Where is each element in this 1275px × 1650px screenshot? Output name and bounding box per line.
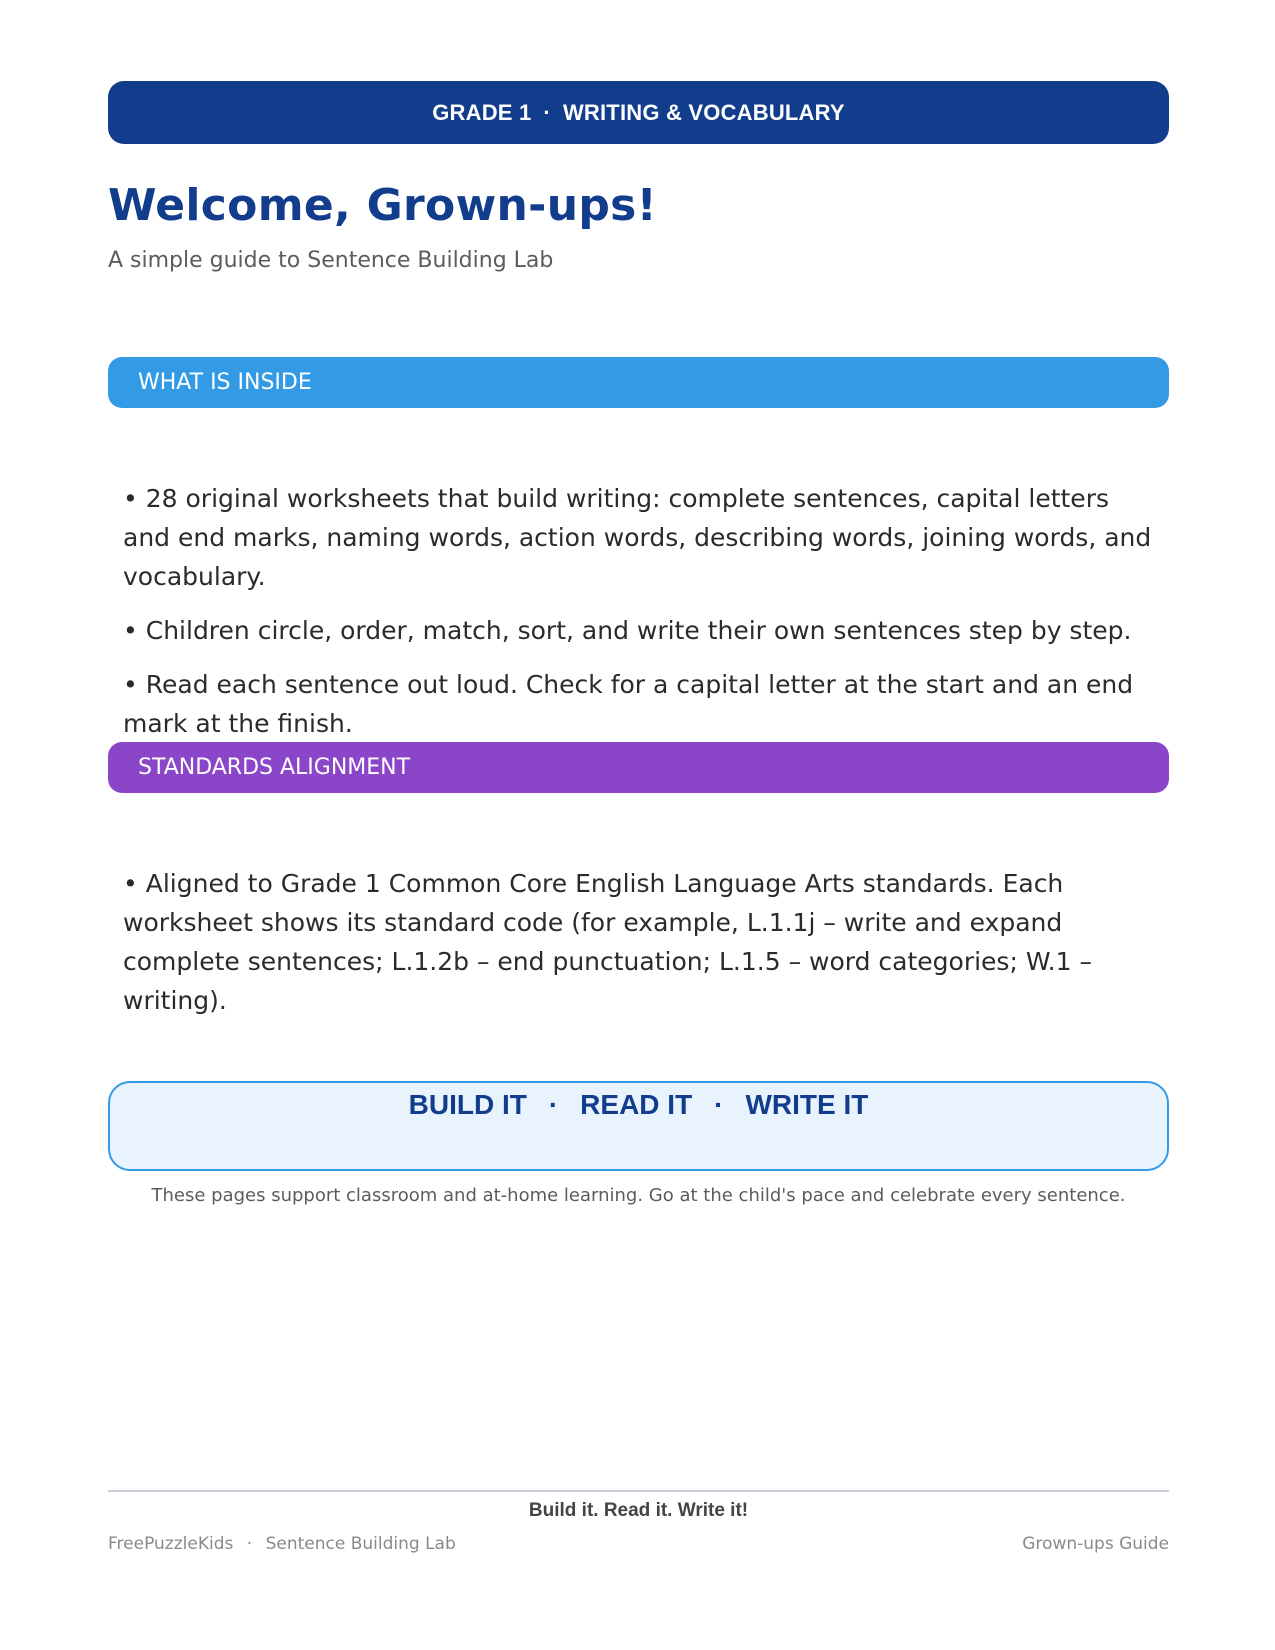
- list-item-text: 28 original worksheets that build writing: complete sentences, capital letters and end marks, naming words, action words, describing words, joining words, and vocabulary.: [123, 484, 1152, 591]
- section-heading-label: STANDARDS ALIGNMENT: [138, 755, 411, 780]
- footer-product-name: Sentence Building Lab: [265, 1534, 456, 1554]
- section-heading-label: WHAT IS INSIDE: [138, 370, 312, 395]
- grade-label: GRADE 1: [432, 99, 532, 125]
- list-item: [123, 611, 1163, 650]
- motto-read-it: READ IT: [580, 1089, 693, 1120]
- grade-banner: [108, 81, 1169, 144]
- motto-write-it: WRITE IT: [745, 1089, 869, 1120]
- footer-brand-name: FreePuzzleKids: [108, 1534, 234, 1554]
- list-item: [123, 665, 1163, 743]
- page-title: Welcome, Grown-ups!: [108, 180, 657, 231]
- list-item-text: Aligned to Grade 1 Common Core English Language Arts standards. Each worksheet shows its standard code (for example, L.1.1j – write and expand complete sentences; L.1.2b – end punctuation; L.1.5 – word categories; W.1 – writing).: [123, 869, 1092, 1015]
- subject-label: WRITING & VOCABULARY: [562, 99, 845, 125]
- list-item-text: Read each sentence out loud. Check for a capital letter at the start and an end mark at the finish.: [123, 670, 1134, 738]
- banner-separator: ·: [543, 99, 551, 125]
- footer-motto: Build it. Read it. Write it!: [528, 1500, 749, 1521]
- footer-doc-name: Grown-ups Guide: [1022, 1534, 1169, 1554]
- section-heading-standards-alignment: [108, 742, 1169, 793]
- page-subtitle: A simple guide to Sentence Building Lab: [108, 248, 554, 273]
- footer-divider: [108, 1490, 1169, 1492]
- list-item: [123, 479, 1163, 596]
- support-note: These pages support classroom and at-home learning. Go at the child's pace and celebrate every sentence.: [151, 1185, 1126, 1206]
- section-heading-what-is-inside: [108, 357, 1169, 408]
- what-is-inside-list: [123, 479, 1163, 758]
- footer-separator: ·: [246, 1534, 253, 1554]
- bullet-icon: •: [123, 670, 138, 699]
- motto-separator: ·: [714, 1089, 724, 1120]
- bullet-icon: •: [123, 616, 138, 645]
- list-item: [123, 864, 1163, 1020]
- bullet-icon: •: [123, 869, 138, 898]
- motto-box: [108, 1081, 1169, 1171]
- motto-build-it: BUILD IT: [408, 1089, 527, 1120]
- list-item-text: Children circle, order, match, sort, and write their own sentences step by step.: [145, 616, 1132, 645]
- motto-separator: ·: [548, 1089, 559, 1120]
- bullet-icon: •: [123, 484, 138, 513]
- footer-brand: [108, 1534, 456, 1554]
- standards-list: [123, 864, 1163, 1035]
